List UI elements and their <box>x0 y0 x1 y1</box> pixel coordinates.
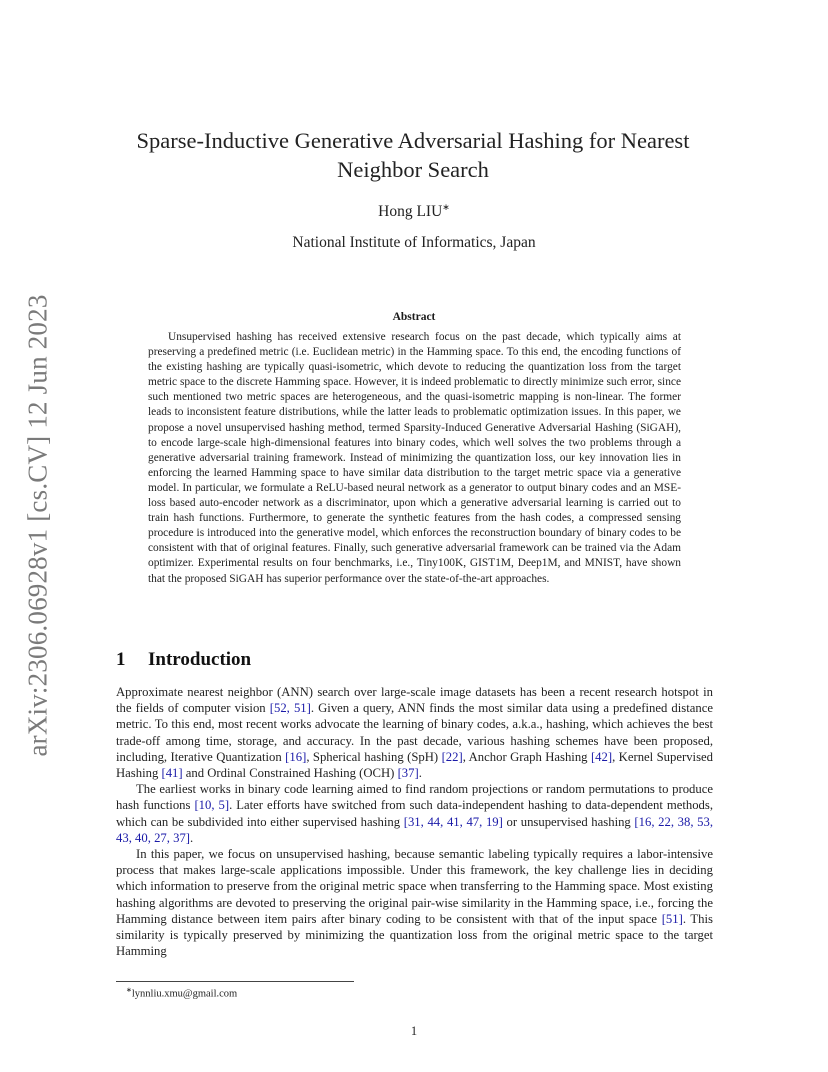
abstract-text: Unsupervised hashing has received extensive research focus on the past decade, which typically aims at preserving a predefined metric (i.e. Euclidean metric) in the Hamming space. To this end, the encoding functions of the existing hashing are typically quasi-isometric, which devote to reducing the quantization loss from the target metric space to the discrete Hamming space. However, it is indeed problematic to directly minimize such error, since such mentioned two metric spaces are heterogeneous, and the quasi-isometric mapping is non-linear. The former leads to inconsistent feature distributions, while the latter leads to problematic optimization issues. In this paper, we propose a novel unsupervised hashing method, termed Sparsity-Induced Generative Adversarial Hashing (SiGAH), to encode large-scale high-dimensional features into binary codes, which well solves the two problems through a generative adversarial training framework. Instead of minimizing the quantization loss, our key innovation lies in enforcing the learned Hamming space to have similar data distribution to the target metric space via a generative model. In particular, we formulate a ReLU-based neural network as a generator to output binary codes and an MSE-loss based auto-encoder network as a discriminator, upon which a generative adversarial learning is carried out to train hash functions. Furthermore, to generate the synthetic features from the hash codes, a compressed sensing procedure is introduced into the generative model, which enforces the reconstruction boundary of binary codes to be consistent with that of original features. Finally, such generative adversarial framework can be trained via the Adam optimizer. Experimental results on four benchmarks, i.e., Tiny100K, GIST1M, Deep1M, and MNIST, have shown that the proposed SiGAH has superior performance over the state-of-the-art approaches. <box>148 331 681 585</box>
section-title: Introduction <box>148 649 252 670</box>
arxiv-identifier-stamp <box>18 290 58 760</box>
footnote <box>126 986 237 1000</box>
citation-link[interactable]: [16] <box>285 749 307 764</box>
citation-link[interactable]: [22] <box>441 749 463 764</box>
citation-link[interactable]: [42] <box>590 749 613 764</box>
citation-link[interactable]: [41] <box>161 766 183 781</box>
citation-link[interactable]: [16, 22, 38, 53, 43, 40, 27, 37] <box>116 814 713 845</box>
citation-link[interactable]: [51] <box>661 911 683 926</box>
arxiv-identifier-text: arXiv:2306.06928v1 [cs.CV] 12 Jun 2023 <box>22 293 53 757</box>
introduction-body <box>116 684 713 959</box>
author-name: Hong LIU <box>378 203 443 221</box>
section-number: 1 <box>116 649 126 670</box>
affiliation: National Institute of Informatics, Japan <box>292 234 536 251</box>
footnote-email: lynnliu.xmu@gmail.com <box>131 988 238 1000</box>
citation-link[interactable]: [31, 44, 41, 47, 19] <box>403 814 503 829</box>
page-number: 1 <box>410 1024 418 1038</box>
author-footnote-mark: ∗ <box>442 202 450 212</box>
paper-title: Sparse-Inductive Generative Adversarial Hashing for Nearest Neighbor Search <box>136 128 690 182</box>
footnote-mark: ∗ <box>126 986 132 994</box>
intro-paragraph: In this paper, we focus on unsupervised hashing, because semantic labeling typically requires a labor-intensive process that makes large-scale applications impossible. Under this framework, the key challenge lies in deciding which information to preserve from the original metric space when transferring to the Hamming space. Most existing hashing algorithms are devoted to preserving the original pair-wise similarity in the Hamming space, i.e., forcing the Hamming distance between item pairs after binary coding to be consistent with that of the input space [51]. This similarity is typically preserved by minimizing the quantization loss from the original metric space to the target Hamming <box>116 847 713 959</box>
intro-paragraph: Approximate nearest neighbor (ANN) search over large-scale image datasets has been a recent research hotspot in the fields of computer vision [52, 51]. Given a query, ANN finds the most similar data using a predefined distance metric. To this end, most recent works advocate the learning of binary codes, a.k.a., hashing, which achieves the best trade-off among time, storage, and accuracy. In the past decade, various hashing schemes have been proposed, including, Iterative Quantization [16], Spherical hashing (SpH) [22], Anchor Graph Hashing [42], Kernel Supervised Hashing [41] and Ordinal Constrained Hashing (OCH) [37]. <box>116 685 713 781</box>
author-line <box>0 202 828 221</box>
citation-link[interactable]: [37] <box>397 766 419 781</box>
abstract-heading: Abstract <box>392 311 436 323</box>
section-heading <box>116 649 251 671</box>
citation-link[interactable]: [10, 5] <box>194 798 230 813</box>
footnote-rule <box>116 981 354 982</box>
intro-paragraph: The earliest works in binary code learning aimed to find random projections or random permutations to produce hash functions [10, 5]. Later efforts have switched from such data-independent hashing to data-dependent methods, which can be subdivided into either supervised hashing [31, 44, 41, 47, 19] or unsupervised hashing [16, 22, 38, 53, 43, 40, 27, 37]. <box>116 782 713 845</box>
citation-link[interactable]: [52, 51] <box>269 701 311 716</box>
